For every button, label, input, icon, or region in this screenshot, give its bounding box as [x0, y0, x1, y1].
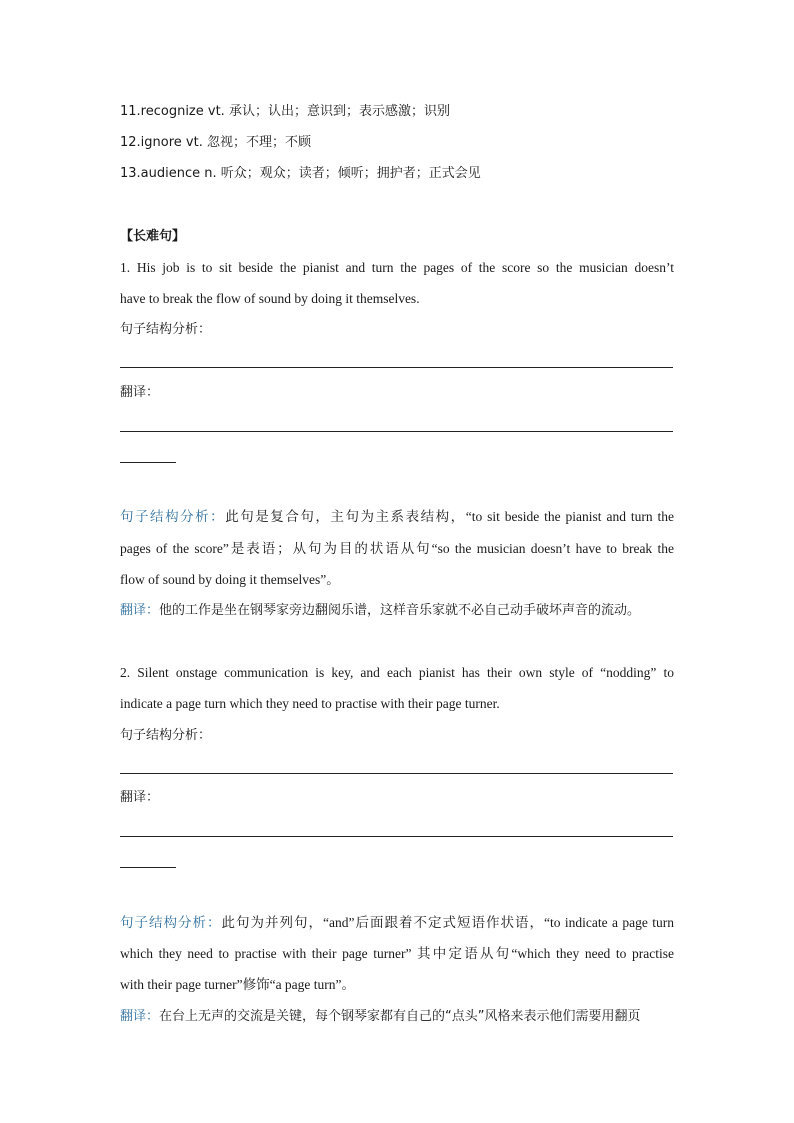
translation-2	[120, 1009, 641, 1025]
vocab-item-11: 11.recognize vt. 承认；认出；意识到；表示感激；识别	[120, 104, 450, 119]
answer-line	[120, 367, 673, 368]
analysis-1-line-1	[120, 509, 674, 525]
vocab-item-12: 12.ignore vt. 忽视；不理；不顾	[120, 135, 311, 150]
sentence-1-line-1: 1. His job is to sit beside the pianist and turn the pages of the score so the musician doesn’t	[120, 260, 674, 275]
analysis-label: 句子结构分析：	[120, 915, 222, 930]
analysis-text: 此句为并列句，“and”后面跟着不定式短语作状语，“to indicate a page turn	[221, 915, 675, 930]
structure-prompt-2: 句子结构分析：	[120, 728, 212, 743]
translation-text: 他的工作是坐在钢琴家旁边翻阅乐谱，这样音乐家就不必自己动手破坏声音的流动。	[159, 603, 641, 618]
section-title: 【长难句】	[120, 229, 186, 244]
answer-line-short	[120, 462, 176, 463]
translation-label: 翻译：	[120, 1009, 160, 1024]
analysis-1-line-3: flow of sound by doing it themselves”。	[120, 572, 340, 587]
translation-prompt-2: 翻译：	[120, 790, 160, 805]
translation-1	[120, 603, 640, 619]
analysis-label: 句子结构分析：	[120, 509, 226, 524]
translation-prompt-1: 翻译：	[120, 385, 160, 400]
analysis-2-line-2: which they need to practise with their page turner” 其中定语从句“which they need to practise	[120, 946, 674, 961]
analysis-2-line-3: with their page turner”修饰“a page turn”。	[120, 977, 356, 992]
answer-line	[120, 773, 673, 774]
answer-line	[120, 431, 673, 432]
translation-label: 翻译：	[120, 603, 160, 618]
structure-prompt-1: 句子结构分析：	[120, 322, 212, 337]
answer-line	[120, 836, 673, 837]
translation-text: 在台上无声的交流是关键，每个钢琴家都有自己的“点头”风格来表示他们需要用翻页	[159, 1009, 641, 1024]
answer-line-short	[120, 867, 176, 868]
sentence-1-line-2: have to break the flow of sound by doing it themselves.	[120, 291, 420, 306]
analysis-text: 此句是复合句，主句为主系表结构，“to sit beside the pianist and turn the	[225, 509, 674, 524]
vocab-item-13: 13.audience n. 听众；观众；读者；倾听；拥护者；正式会见	[120, 166, 481, 181]
sentence-2-line-2: indicate a page turn which they need to practise with their page turner.	[120, 696, 500, 711]
sentence-2-line-1: 2. Silent onstage communication is key, and each pianist has their own style of “nodding” to	[120, 665, 674, 680]
analysis-1-line-2: pages of the score”是表语；从句为目的状语从句“so the musician doesn’t have to break the	[120, 541, 674, 556]
analysis-2-line-1	[120, 915, 674, 931]
